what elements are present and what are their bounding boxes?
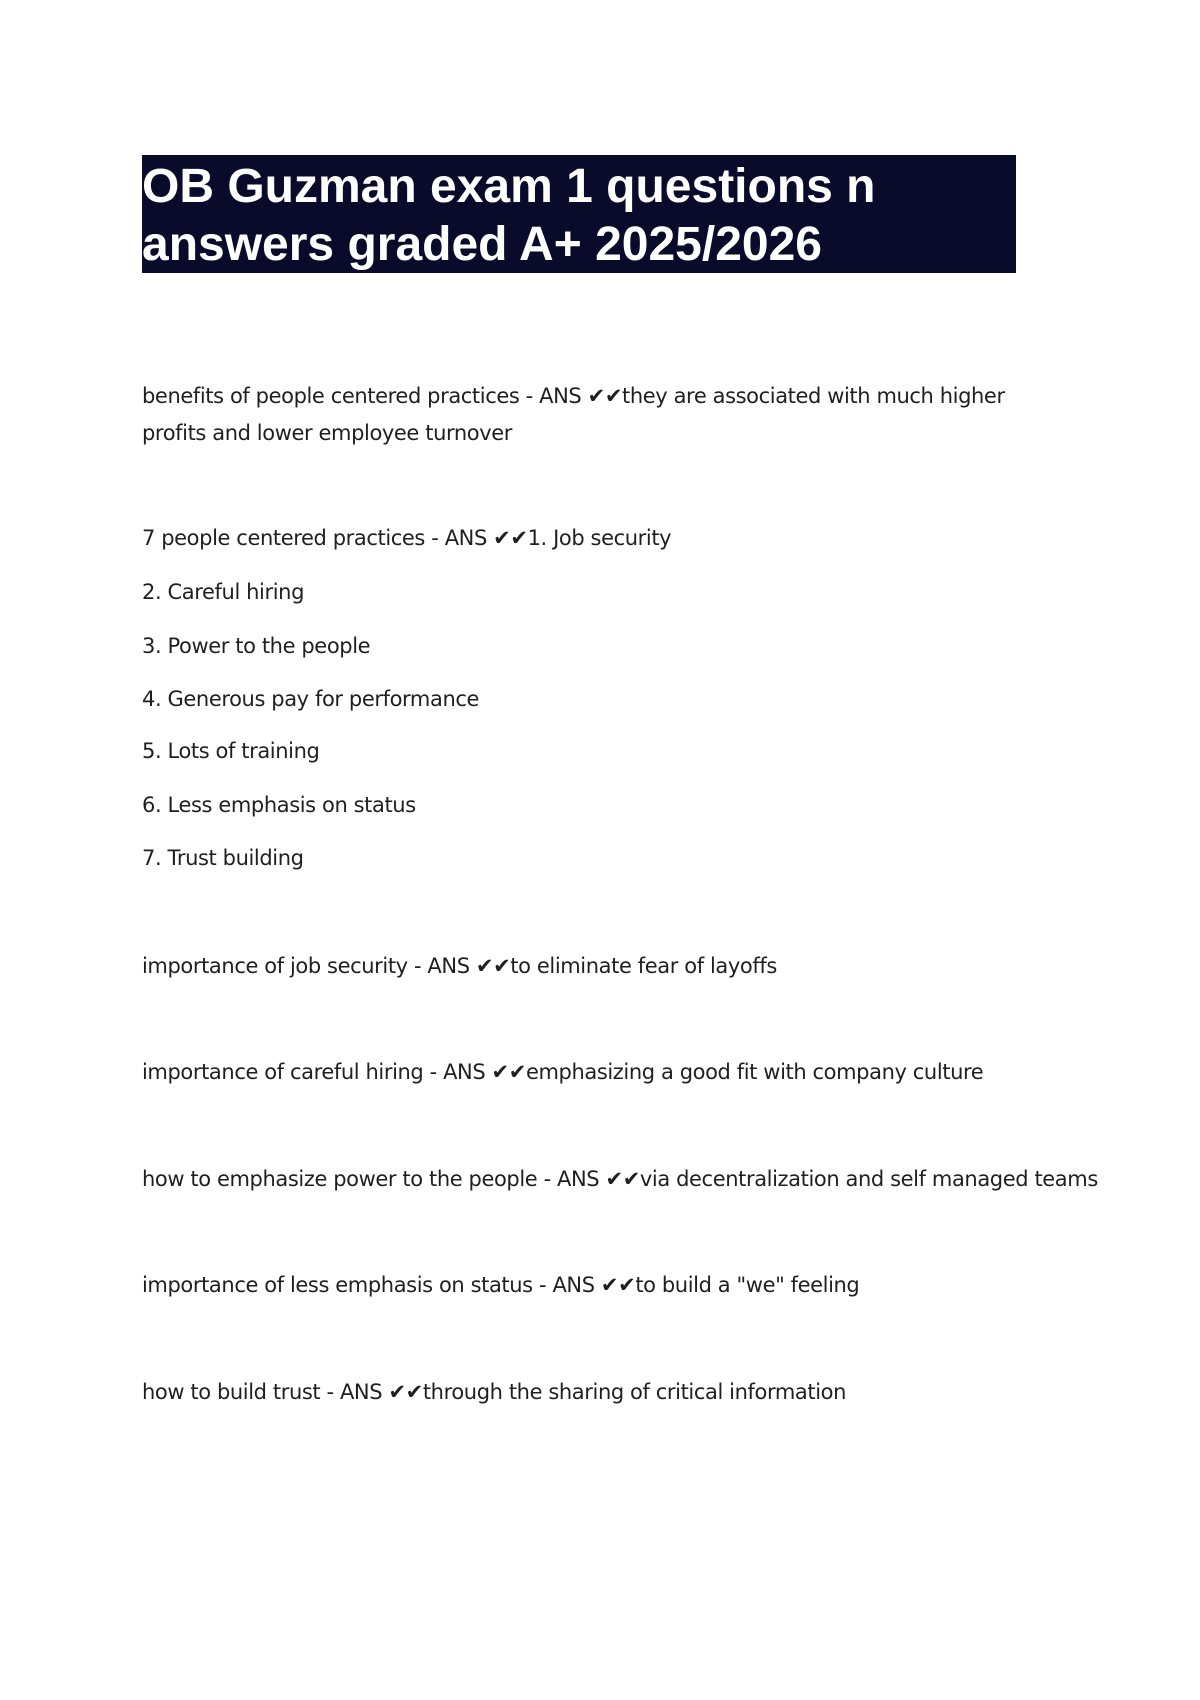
document-title — [142, 155, 1016, 273]
qa-less-status: importance of less emphasis on status - ANS ✔✔to build a "we" feeling — [142, 1273, 860, 1297]
qa-build-trust: how to build trust - ANS ✔✔through the sharing of critical information — [142, 1380, 846, 1404]
list-item: 3. Power to the people — [142, 634, 371, 658]
qa-seven-practices: 7 people centered practices - ANS ✔✔1. Job security — [142, 526, 672, 550]
qa-benefits: benefits of people centered practices - ANS ✔✔they are associated with much higher profits and lower employee turnover — [142, 384, 1005, 445]
list-item: 2. Careful hiring — [142, 580, 304, 604]
qa-careful-hiring: importance of careful hiring - ANS ✔✔emphasizing a good fit with company culture — [142, 1060, 984, 1084]
list-item: 5. Lots of training — [142, 739, 320, 763]
title-line-2: answers graded A+ 2025/2026 — [142, 218, 822, 271]
qa-job-security: importance of job security - ANS ✔✔to eliminate fear of layoffs — [142, 954, 777, 978]
list-item: 6. Less emphasis on status — [142, 793, 416, 817]
qa-power-to-people: how to emphasize power to the people - ANS ✔✔via decentralization and self managed teams — [142, 1167, 1098, 1191]
title-line-1: OB Guzman exam 1 questions n — [142, 160, 876, 213]
list-item: 4. Generous pay for performance — [142, 687, 480, 711]
list-item: 7. Trust building — [142, 846, 304, 870]
